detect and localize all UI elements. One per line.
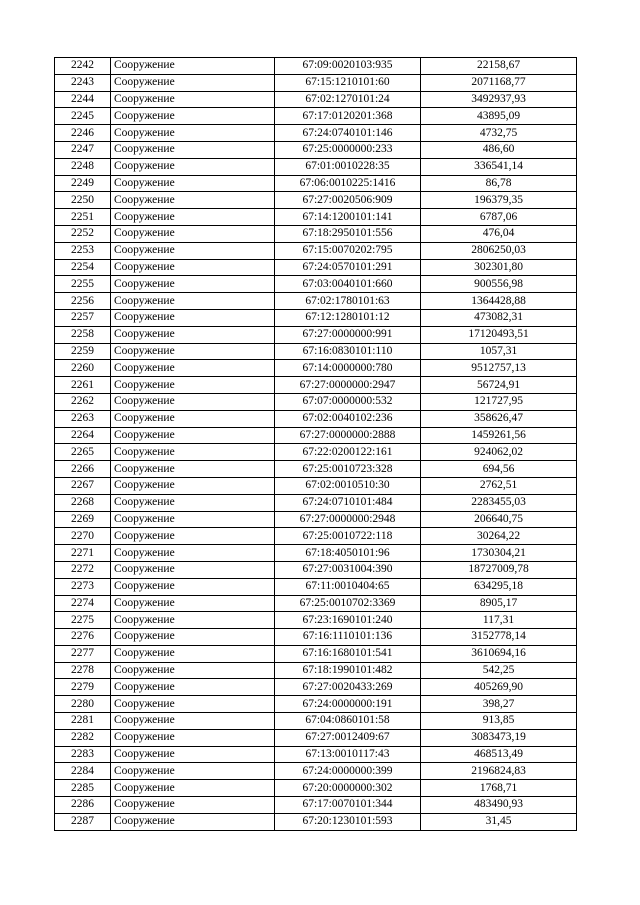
object-type-cell: Сооружение — [111, 242, 275, 259]
object-type-cell: Сооружение — [111, 545, 275, 562]
row-number-cell: 2256 — [55, 293, 111, 310]
table-row — [55, 477, 577, 494]
cadastral-number-cell: 67:15:1210101:60 — [275, 74, 421, 91]
table-row — [55, 461, 577, 478]
cadastral-number-cell: 67:17:0120201:368 — [275, 108, 421, 125]
table-row — [55, 276, 577, 293]
table-row — [55, 528, 577, 545]
cadastral-number-cell: 67:24:0000000:191 — [275, 696, 421, 713]
object-type-cell: Сооружение — [111, 91, 275, 108]
cadastral-value-cell: 473082,31 — [421, 309, 577, 326]
cadastral-number-cell: 67:14:0000000:780 — [275, 360, 421, 377]
row-number-cell: 2269 — [55, 511, 111, 528]
object-type-cell: Сооружение — [111, 763, 275, 780]
cadastral-number-cell: 67:24:0710101:484 — [275, 494, 421, 511]
cadastral-value-cell: 302301,80 — [421, 259, 577, 276]
row-number-cell: 2258 — [55, 326, 111, 343]
cadastral-number-cell: 67:06:0010225:1416 — [275, 175, 421, 192]
cadastral-value-cell: 117,31 — [421, 612, 577, 629]
row-number-cell: 2270 — [55, 528, 111, 545]
object-type-cell: Сооружение — [111, 309, 275, 326]
object-type-cell: Сооружение — [111, 746, 275, 763]
cadastral-number-cell: 67:27:0031004:390 — [275, 561, 421, 578]
table-row — [55, 259, 577, 276]
row-number-cell: 2249 — [55, 175, 111, 192]
row-number-cell: 2281 — [55, 713, 111, 730]
cadastral-value-cell: 634295,18 — [421, 578, 577, 595]
cadastral-value-cell: 900556,98 — [421, 276, 577, 293]
row-number-cell: 2251 — [55, 209, 111, 226]
table-row — [55, 813, 577, 830]
row-number-cell: 2282 — [55, 729, 111, 746]
cadastral-value-cell: 1057,31 — [421, 343, 577, 360]
object-type-cell: Сооружение — [111, 158, 275, 175]
object-type-cell: Сооружение — [111, 343, 275, 360]
object-type-cell: Сооружение — [111, 427, 275, 444]
cadastral-value-cell: 2806250,03 — [421, 242, 577, 259]
table-row — [55, 427, 577, 444]
table-row — [55, 713, 577, 730]
cadastral-value-cell: 694,56 — [421, 461, 577, 478]
cadastral-value-cell: 1459261,56 — [421, 427, 577, 444]
row-number-cell: 2255 — [55, 276, 111, 293]
cadastral-number-cell: 67:20:0000000:302 — [275, 780, 421, 797]
table-row — [55, 545, 577, 562]
cadastral-value-cell: 30264,22 — [421, 528, 577, 545]
table-row — [55, 645, 577, 662]
table-row — [55, 729, 577, 746]
registry-table — [54, 57, 577, 831]
row-number-cell: 2277 — [55, 645, 111, 662]
object-type-cell: Сооружение — [111, 293, 275, 310]
cadastral-value-cell: 206640,75 — [421, 511, 577, 528]
cadastral-number-cell: 67:27:0012409:67 — [275, 729, 421, 746]
object-type-cell: Сооружение — [111, 578, 275, 595]
cadastral-number-cell: 67:27:0000000:2888 — [275, 427, 421, 444]
row-number-cell: 2263 — [55, 410, 111, 427]
cadastral-number-cell: 67:15:0070202:795 — [275, 242, 421, 259]
object-type-cell: Сооружение — [111, 780, 275, 797]
cadastral-value-cell: 31,45 — [421, 813, 577, 830]
table-row — [55, 309, 577, 326]
cadastral-number-cell: 67:11:0010404:65 — [275, 578, 421, 595]
cadastral-value-cell: 56724,91 — [421, 377, 577, 394]
table-row — [55, 58, 577, 75]
row-number-cell: 2280 — [55, 696, 111, 713]
table-row — [55, 225, 577, 242]
cadastral-number-cell: 67:27:0020506:909 — [275, 192, 421, 209]
row-number-cell: 2244 — [55, 91, 111, 108]
cadastral-value-cell: 6787,06 — [421, 209, 577, 226]
table-row — [55, 175, 577, 192]
table-row — [55, 242, 577, 259]
cadastral-number-cell: 67:20:1230101:593 — [275, 813, 421, 830]
cadastral-number-cell: 67:18:2950101:556 — [275, 225, 421, 242]
table-row — [55, 578, 577, 595]
table-row — [55, 494, 577, 511]
table-row — [55, 91, 577, 108]
table-row — [55, 108, 577, 125]
cadastral-number-cell: 67:24:0570101:291 — [275, 259, 421, 276]
cadastral-number-cell: 67:23:1690101:240 — [275, 612, 421, 629]
cadastral-number-cell: 67:27:0000000:2948 — [275, 511, 421, 528]
object-type-cell: Сооружение — [111, 612, 275, 629]
cadastral-number-cell: 67:24:0740101:146 — [275, 125, 421, 142]
cadastral-number-cell: 67:22:0200122:161 — [275, 444, 421, 461]
cadastral-number-cell: 67:16:0830101:110 — [275, 343, 421, 360]
row-number-cell: 2267 — [55, 477, 111, 494]
row-number-cell: 2271 — [55, 545, 111, 562]
object-type-cell: Сооружение — [111, 729, 275, 746]
table-row — [55, 746, 577, 763]
row-number-cell: 2284 — [55, 763, 111, 780]
cadastral-value-cell: 9512757,13 — [421, 360, 577, 377]
row-number-cell: 2242 — [55, 58, 111, 75]
object-type-cell: Сооружение — [111, 645, 275, 662]
table-row — [55, 141, 577, 158]
cadastral-number-cell: 67:14:1200101:141 — [275, 209, 421, 226]
cadastral-value-cell: 542,25 — [421, 662, 577, 679]
object-type-cell: Сооружение — [111, 797, 275, 814]
row-number-cell: 2264 — [55, 427, 111, 444]
cadastral-value-cell: 405269,90 — [421, 679, 577, 696]
object-type-cell: Сооружение — [111, 276, 275, 293]
cadastral-value-cell: 913,85 — [421, 713, 577, 730]
object-type-cell: Сооружение — [111, 679, 275, 696]
object-type-cell: Сооружение — [111, 377, 275, 394]
cadastral-value-cell: 358626,47 — [421, 410, 577, 427]
table-row — [55, 763, 577, 780]
row-number-cell: 2274 — [55, 595, 111, 612]
cadastral-value-cell: 121727,95 — [421, 393, 577, 410]
object-type-cell: Сооружение — [111, 477, 275, 494]
object-type-cell: Сооружение — [111, 461, 275, 478]
row-number-cell: 2272 — [55, 561, 111, 578]
cadastral-number-cell: 67:25:0000000:233 — [275, 141, 421, 158]
object-type-cell: Сооружение — [111, 444, 275, 461]
row-number-cell: 2243 — [55, 74, 111, 91]
cadastral-number-cell: 67:18:4050101:96 — [275, 545, 421, 562]
cadastral-number-cell: 67:24:0000000:399 — [275, 763, 421, 780]
cadastral-value-cell: 4732,75 — [421, 125, 577, 142]
cadastral-value-cell: 924062,02 — [421, 444, 577, 461]
cadastral-number-cell: 67:07:0000000:532 — [275, 393, 421, 410]
cadastral-number-cell: 67:12:1280101:12 — [275, 309, 421, 326]
cadastral-value-cell: 398,27 — [421, 696, 577, 713]
cadastral-value-cell: 476,04 — [421, 225, 577, 242]
table-row — [55, 595, 577, 612]
table-row — [55, 612, 577, 629]
row-number-cell: 2273 — [55, 578, 111, 595]
cadastral-value-cell: 43895,09 — [421, 108, 577, 125]
cadastral-number-cell: 67:02:0040102:236 — [275, 410, 421, 427]
table-row — [55, 377, 577, 394]
row-number-cell: 2250 — [55, 192, 111, 209]
cadastral-number-cell: 67:16:1680101:541 — [275, 645, 421, 662]
table-row — [55, 343, 577, 360]
object-type-cell: Сооружение — [111, 141, 275, 158]
table-row — [55, 158, 577, 175]
cadastral-value-cell: 336541,14 — [421, 158, 577, 175]
cadastral-number-cell: 67:04:0860101:58 — [275, 713, 421, 730]
cadastral-value-cell: 1364428,88 — [421, 293, 577, 310]
table-row — [55, 326, 577, 343]
table-row — [55, 511, 577, 528]
table-row — [55, 444, 577, 461]
table-row — [55, 293, 577, 310]
cadastral-number-cell: 67:02:1270101:24 — [275, 91, 421, 108]
cadastral-value-cell: 1768,71 — [421, 780, 577, 797]
row-number-cell: 2247 — [55, 141, 111, 158]
cadastral-number-cell: 67:03:0040101:660 — [275, 276, 421, 293]
object-type-cell: Сооружение — [111, 209, 275, 226]
object-type-cell: Сооружение — [111, 662, 275, 679]
table-row — [55, 679, 577, 696]
cadastral-number-cell: 67:27:0020433:269 — [275, 679, 421, 696]
row-number-cell: 2276 — [55, 629, 111, 646]
row-number-cell: 2285 — [55, 780, 111, 797]
object-type-cell: Сооружение — [111, 360, 275, 377]
cadastral-value-cell: 3492937,93 — [421, 91, 577, 108]
row-number-cell: 2266 — [55, 461, 111, 478]
row-number-cell: 2265 — [55, 444, 111, 461]
object-type-cell: Сооружение — [111, 713, 275, 730]
row-number-cell: 2246 — [55, 125, 111, 142]
cadastral-number-cell: 67:17:0070101:344 — [275, 797, 421, 814]
table-row — [55, 696, 577, 713]
table-row — [55, 780, 577, 797]
row-number-cell: 2262 — [55, 393, 111, 410]
cadastral-number-cell: 67:18:1990101:482 — [275, 662, 421, 679]
object-type-cell: Сооружение — [111, 326, 275, 343]
row-number-cell: 2268 — [55, 494, 111, 511]
row-number-cell: 2252 — [55, 225, 111, 242]
cadastral-value-cell: 3610694,16 — [421, 645, 577, 662]
object-type-cell: Сооружение — [111, 259, 275, 276]
cadastral-value-cell: 3083473,19 — [421, 729, 577, 746]
object-type-cell: Сооружение — [111, 175, 275, 192]
cadastral-number-cell: 67:25:0010702:3369 — [275, 595, 421, 612]
cadastral-number-cell: 67:02:1780101:63 — [275, 293, 421, 310]
row-number-cell: 2287 — [55, 813, 111, 830]
object-type-cell: Сооружение — [111, 696, 275, 713]
table-row — [55, 192, 577, 209]
table-row — [55, 209, 577, 226]
row-number-cell: 2275 — [55, 612, 111, 629]
table-row — [55, 125, 577, 142]
cadastral-value-cell: 17120493,51 — [421, 326, 577, 343]
cadastral-number-cell: 67:25:0010722:118 — [275, 528, 421, 545]
cadastral-value-cell: 2071168,77 — [421, 74, 577, 91]
object-type-cell: Сооружение — [111, 494, 275, 511]
object-type-cell: Сооружение — [111, 410, 275, 427]
cadastral-value-cell: 483490,93 — [421, 797, 577, 814]
object-type-cell: Сооружение — [111, 511, 275, 528]
cadastral-value-cell: 2196824,83 — [421, 763, 577, 780]
cadastral-value-cell: 8905,17 — [421, 595, 577, 612]
cadastral-value-cell: 22158,67 — [421, 58, 577, 75]
table-row — [55, 662, 577, 679]
row-number-cell: 2279 — [55, 679, 111, 696]
object-type-cell: Сооружение — [111, 225, 275, 242]
cadastral-value-cell: 86,78 — [421, 175, 577, 192]
table-row — [55, 629, 577, 646]
object-type-cell: Сооружение — [111, 595, 275, 612]
cadastral-value-cell: 468513,49 — [421, 746, 577, 763]
table-row — [55, 561, 577, 578]
object-type-cell: Сооружение — [111, 629, 275, 646]
object-type-cell: Сооружение — [111, 74, 275, 91]
cadastral-number-cell: 67:01:0010228:35 — [275, 158, 421, 175]
row-number-cell: 2259 — [55, 343, 111, 360]
cadastral-value-cell: 18727009,78 — [421, 561, 577, 578]
object-type-cell: Сооружение — [111, 108, 275, 125]
object-type-cell: Сооружение — [111, 393, 275, 410]
cadastral-number-cell: 67:27:0000000:991 — [275, 326, 421, 343]
row-number-cell: 2253 — [55, 242, 111, 259]
cadastral-value-cell: 3152778,14 — [421, 629, 577, 646]
cadastral-value-cell: 1730304,21 — [421, 545, 577, 562]
object-type-cell: Сооружение — [111, 813, 275, 830]
row-number-cell: 2260 — [55, 360, 111, 377]
cadastral-number-cell: 67:25:0010723:328 — [275, 461, 421, 478]
row-number-cell: 2286 — [55, 797, 111, 814]
cadastral-value-cell: 196379,35 — [421, 192, 577, 209]
cadastral-number-cell: 67:02:0010510:30 — [275, 477, 421, 494]
object-type-cell: Сооружение — [111, 528, 275, 545]
cadastral-number-cell: 67:09:0020103:935 — [275, 58, 421, 75]
cadastral-value-cell: 486,60 — [421, 141, 577, 158]
object-type-cell: Сооружение — [111, 58, 275, 75]
row-number-cell: 2248 — [55, 158, 111, 175]
table-row — [55, 797, 577, 814]
row-number-cell: 2261 — [55, 377, 111, 394]
object-type-cell: Сооружение — [111, 125, 275, 142]
table-row — [55, 410, 577, 427]
row-number-cell: 2283 — [55, 746, 111, 763]
registry-table-body — [55, 58, 577, 831]
cadastral-value-cell: 2283455,03 — [421, 494, 577, 511]
object-type-cell: Сооружение — [111, 561, 275, 578]
row-number-cell: 2278 — [55, 662, 111, 679]
table-row — [55, 360, 577, 377]
cadastral-number-cell: 67:27:0000000:2947 — [275, 377, 421, 394]
object-type-cell: Сооружение — [111, 192, 275, 209]
cadastral-number-cell: 67:16:1110101:136 — [275, 629, 421, 646]
table-row — [55, 74, 577, 91]
cadastral-value-cell: 2762,51 — [421, 477, 577, 494]
cadastral-number-cell: 67:13:0010117:43 — [275, 746, 421, 763]
row-number-cell: 2245 — [55, 108, 111, 125]
row-number-cell: 2257 — [55, 309, 111, 326]
table-row — [55, 393, 577, 410]
row-number-cell: 2254 — [55, 259, 111, 276]
